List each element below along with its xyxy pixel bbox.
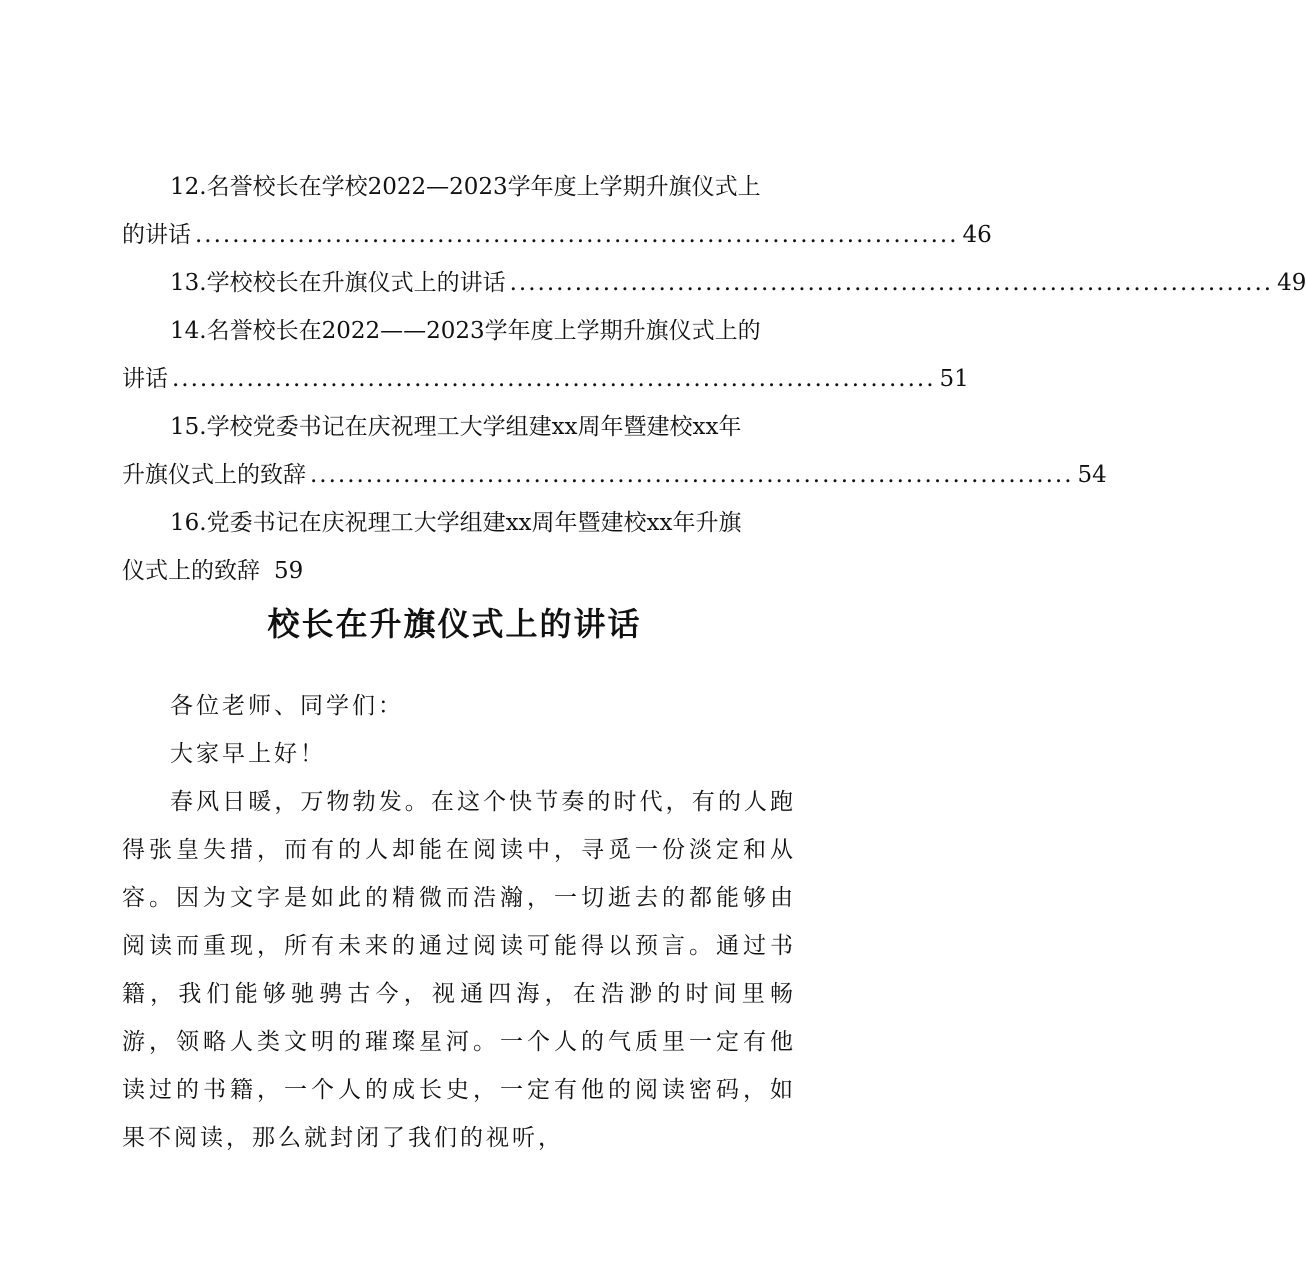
toc-leader-dots: ..................................................................................: [509, 270, 1274, 296]
toc-entry-line: [122, 403, 796, 451]
toc-entry-line: [122, 307, 796, 355]
toc-entry-line: [122, 355, 969, 403]
toc-page-number: 46: [962, 222, 992, 248]
toc-entry-12[interactable]: [122, 163, 992, 259]
toc-page-number: 49: [1277, 270, 1306, 296]
greeting: 大家早上好！: [170, 741, 326, 767]
speech-body: [122, 682, 796, 1162]
toc-page-number: 59: [274, 558, 304, 584]
toc-entry-15[interactable]: [122, 403, 1107, 499]
toc-entry-13[interactable]: [122, 259, 1306, 307]
toc-leader-dots: ..................................................................................: [195, 222, 959, 248]
toc-entry-title-continued: 仪式上的致辞: [122, 558, 260, 584]
toc-page-number: 51: [939, 366, 969, 392]
table-of-contents: [122, 163, 1306, 595]
toc-entry-line: [122, 547, 796, 595]
toc-entry-title-continued: 的讲话: [122, 222, 191, 248]
toc-entry-line: [122, 163, 796, 211]
toc-entry-line: [122, 451, 1107, 499]
toc-leader-dots: ..................................................................................: [310, 462, 1074, 488]
salutation: 各位老师、同学们：: [170, 693, 404, 719]
toc-entry-title: 14.名誉校长在2022——2023学年度上学期升旗仪式上的: [170, 318, 761, 344]
toc-entry-title: 13.学校校长在升旗仪式上的讲话: [170, 270, 506, 296]
toc-entry-title-continued: 讲话: [122, 366, 168, 392]
toc-entry-14[interactable]: [122, 307, 969, 403]
speech-title: 校长在升旗仪式上的讲话: [267, 605, 642, 643]
body-paragraph: 春风日暖，万物勃发。在这个快节奏的时代，有的人跑得张皇失措，而有的人却能在阅读中，寻觅一份淡定和从容。因为文字是如此的精微而浩瀚，一切逝去的都能够由阅读而重现，所有未来的通过阅读可能得以预言。通过书籍，我们能够驰骋古今，视通四海，在浩渺的时间里畅游，领略人类文明的璀璨星河。一个人的气质里一定有他读过的书籍，一个人的成长史，一定有他的阅读密码，如果不阅读，那么就封闭了我们的视听，: [122, 789, 796, 1151]
toc-entry-title: 12.名誉校长在学校2022—2023学年度上学期升旗仪式上: [170, 174, 761, 200]
toc-entry-title: 15.学校党委书记在庆祝理工大学组建xx周年暨建校xx年: [170, 414, 742, 440]
toc-leader-dots: ..................................................................................: [172, 366, 936, 392]
toc-entry-line: [122, 499, 796, 547]
toc-entry-title-continued: 升旗仪式上的致辞: [122, 462, 306, 488]
toc-entry-title: 16.党委书记在庆祝理工大学组建xx周年暨建校xx年升旗: [170, 510, 742, 536]
toc-page-number: 54: [1077, 462, 1107, 488]
toc-entry-line: [122, 211, 992, 259]
toc-entry-line: [122, 259, 1306, 307]
toc-entry-16[interactable]: [122, 499, 796, 595]
